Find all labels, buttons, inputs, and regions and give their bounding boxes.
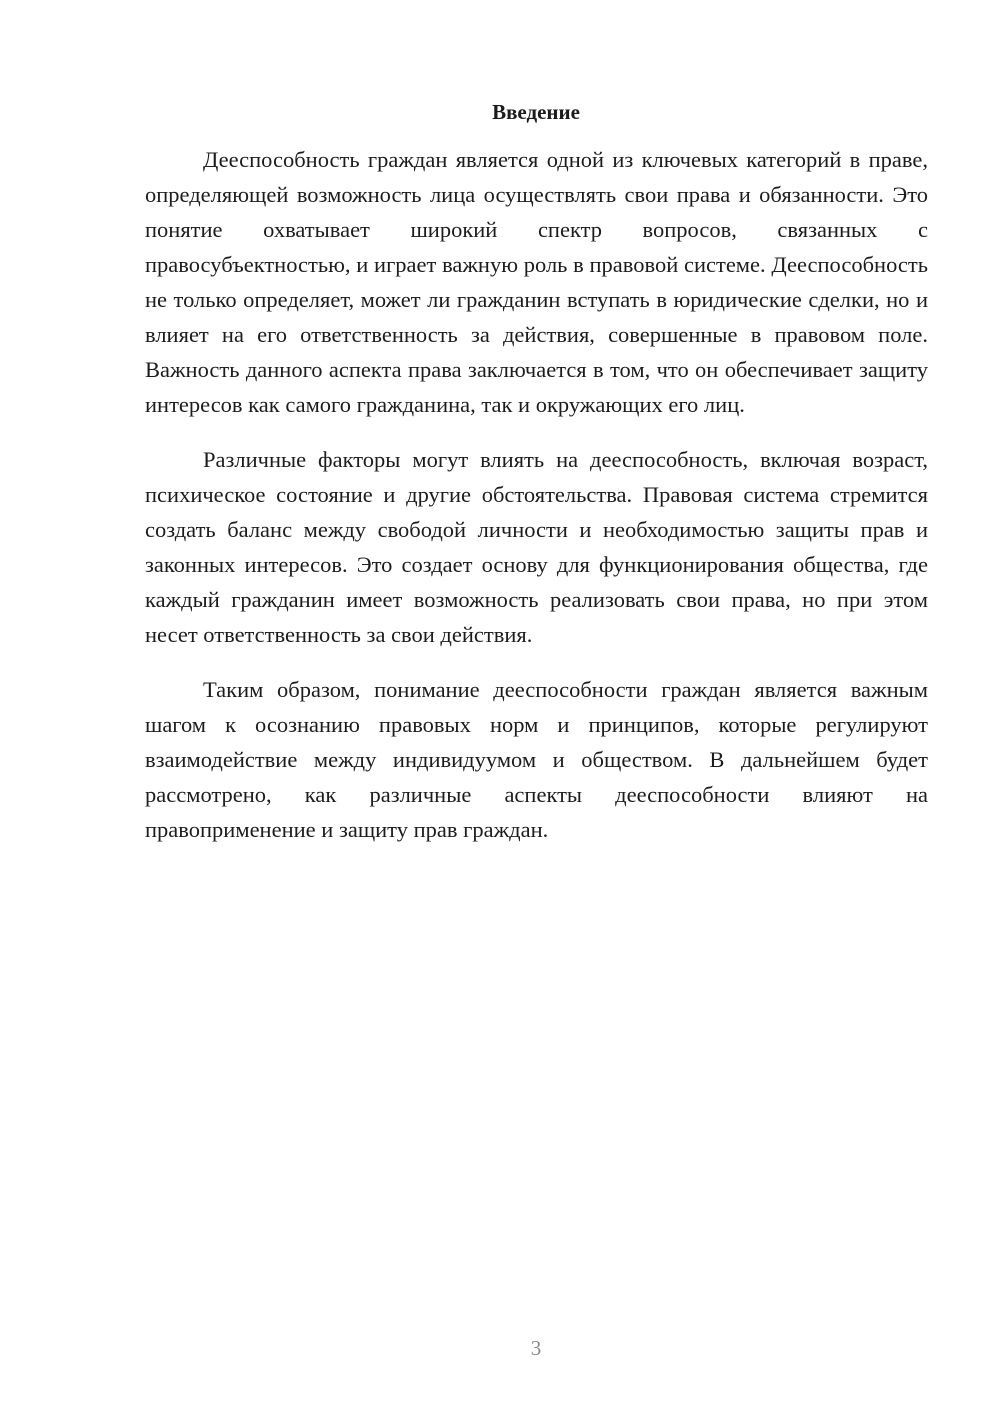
paragraph-1: Дееспособность граждан является одной из ключевых категорий в праве, определяющей возможность лица осуществлять свои права и обязанности. Это понятие охватывает широкий спектр вопросов, связанных с правосубъектностью, и играет важную роль в правовой системе. Дееспособность не только определяет, может ли гражданин вступать в юридические сделки, но и влияет на его ответственность за действия, совершенные в правовом поле. Важность данного аспекта права заключается в том, что он обеспечивает защиту интересов как самого гражданина, так и окружающих его лиц. [145,147,928,417]
body-text [145,142,928,867]
page-number: 3 [530,1336,542,1360]
paragraph-2: Различные факторы могут влиять на дееспособность, включая возраст, психическое состояние и другие обстоятельства. Правовая система стремится создать баланс между свободой личности и необходимостью защиты прав и законных интересов. Это создает основу для функционирования общества, где каждый гражданин имеет возможность реализовать свои права, но при этом несет ответственность за свои действия. [145,447,928,647]
section-heading: Введение [492,100,580,124]
paragraph-3: Таким образом, понимание дееспособности граждан является важным шагом к осознанию правовых норм и принципов, которые регулируют взаимодействие между индивидуумом и обществом. В дальнейшем будет рассмотрено, как различные аспекты дееспособности влияют на правоприменение и защиту прав граждан. [145,677,928,842]
